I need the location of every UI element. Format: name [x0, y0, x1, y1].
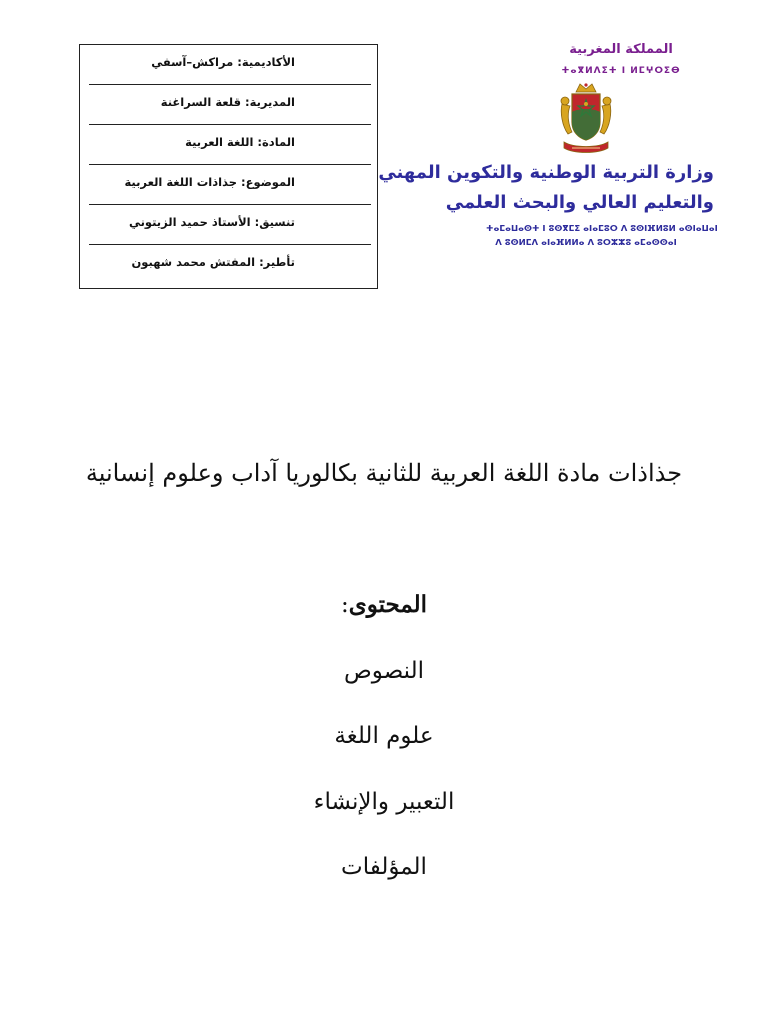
contents-heading: [0, 588, 768, 622]
contents-item-expression-composition: التعبير والإنشاء: [313, 789, 455, 815]
ministry-logo: [378, 42, 718, 252]
contents-heading-colon: :: [340, 592, 349, 618]
academy-text: الأكاديمية: مراكش–آسفي: [151, 55, 295, 69]
info-box: [79, 44, 378, 289]
info-row-coordination: [89, 205, 371, 245]
topic-text: الموضوع: جذاذات اللغة العربية: [124, 175, 295, 189]
info-row-subject: [89, 125, 371, 165]
coordination-text: تنسيق: الأستاذ حميد الزيتوني: [128, 215, 295, 229]
kingdom-name-arabic: المملكة المغربية: [569, 42, 673, 57]
contents-item-language-sciences: علوم اللغة: [334, 723, 434, 749]
contents-item-literary-works: المؤلفات: [341, 854, 427, 880]
info-row-academy: [89, 45, 371, 85]
directorate-text: المديرية: قلعة السراغنة: [160, 95, 295, 109]
document-title: جذاذات مادة اللغة العربية للثانية بكالوريا آداب وعلوم إنسانية: [85, 459, 683, 487]
info-row-supervision: [89, 245, 371, 285]
contents-item-texts: النصوص: [344, 658, 424, 684]
ministry-name-line-2: والتعليم العالي والبحث العلمي: [445, 192, 714, 213]
ministry-tifinagh-line-2: ⴷ ⵓⵙⵍⵎⴷ ⴰⵏⴰⴼⵍⵍⴰ ⴷ ⵓⵔⵣⵣⵓ ⴰⵎⴰⵙⵙⴰⵏ: [495, 238, 677, 248]
info-row-directorate: [89, 85, 371, 125]
supervision-text: تأطير: المفتش محمد شهبون: [131, 255, 295, 269]
info-row-topic: [89, 165, 371, 205]
contents-heading-text: المحتوى: [348, 591, 428, 618]
royal-coat-of-arms-icon: [558, 82, 614, 156]
kingdom-name-tifinagh: ⵜⴰⴳⵍⴷⵉⵜ ⵏ ⵍⵎⵖⵔⵉⴱ: [561, 66, 681, 76]
subject-text: المادة: اللغة العربية: [185, 135, 295, 149]
ministry-tifinagh-line-1: ⵜⴰⵎⴰⵡⴰⵙⵜ ⵏ ⵓⵙⴳⵎⵉ ⴰⵏⴰⵎⵓⵔ ⴷ ⵓⵙⵏⴼⵍⵓⵍ ⴰⵙⵏⴰⵡⴰⵏ: [486, 224, 718, 234]
ministry-name-line-1: وزارة التربية الوطنية والتكوين المهني: [378, 162, 714, 183]
